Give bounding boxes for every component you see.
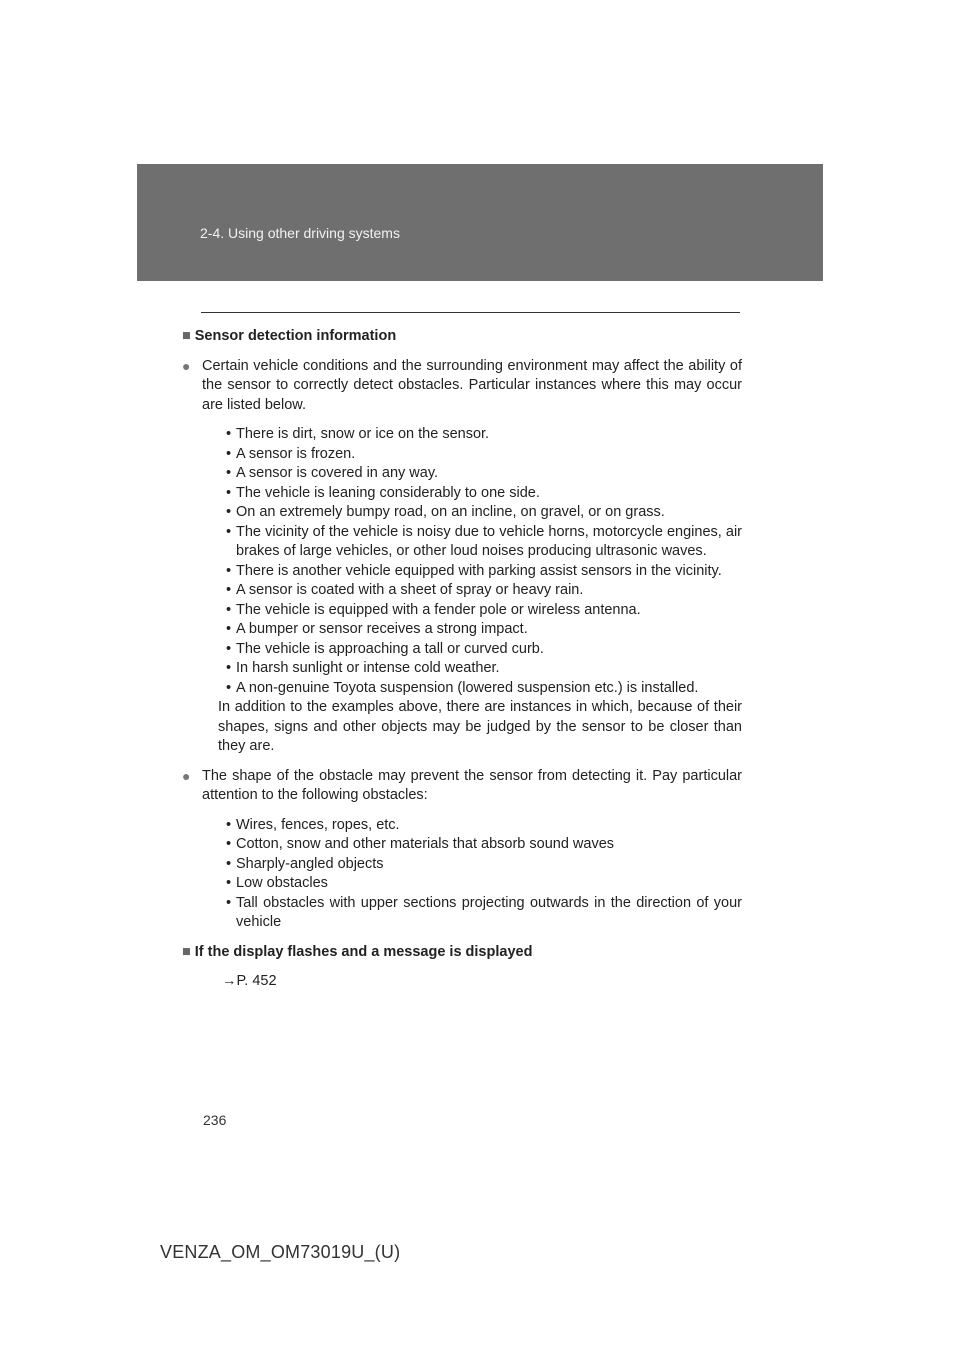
list-item: • A non-genuine Toyota suspension (lowered suspension etc.) is installed.	[226, 679, 699, 696]
section-heading-display-flashes: ■ If the display flashes and a message is displayed	[182, 943, 533, 960]
followup-paragraph: In addition to the examples above, there are instances in which, because of their shapes, signs and other objects may be judged by the sensor to be closer than they are.	[218, 699, 742, 754]
square-bullet-icon: ■	[182, 943, 191, 960]
circle-bullet-icon: ●	[182, 767, 191, 784]
info-item-environment: ● Certain vehicle conditions and the surrounding environment may affect the ability of the sensor to correctly detect obstacles. Particular instances where this may occur are listed below.	[182, 357, 742, 413]
list-item: • Low obstacles	[226, 875, 328, 891]
list-item: • The vehicle is approaching a tall or curved curb.	[226, 640, 544, 657]
circle-bullet-icon: ●	[182, 357, 191, 374]
info-item-obstacle-shape: ● The shape of the obstacle may prevent the sensor from detecting it. Pay particular attention to the following obstacles:	[182, 767, 742, 803]
section-heading-sensor-detection: ■ Sensor detection information	[182, 328, 397, 344]
list-item: • The vehicle is equipped with a fender pole or wireless antenna.	[226, 601, 641, 618]
list-item: • A bumper or sensor receives a strong impact.	[226, 621, 528, 637]
list-item: • In harsh sunlight or intense cold weather.	[226, 660, 500, 676]
list-item: • Wires, fences, ropes, etc.	[226, 816, 400, 833]
page-number: 236	[203, 1112, 227, 1128]
list-item: • The vehicle is leaning considerably to one side.	[226, 484, 540, 501]
chapter-header-bar	[137, 164, 823, 281]
condition-list	[220, 425, 742, 698]
chapter-section-title: 2-4. Using other driving systems	[200, 225, 400, 241]
page-content	[182, 327, 742, 992]
list-item: • There is dirt, snow or ice on the sensor.	[226, 426, 490, 442]
list-item: • A sensor is frozen.	[226, 445, 356, 462]
page-reference-link[interactable]: →P. 452	[222, 973, 277, 989]
list-item: • There is another vehicle equipped with parking assist sensors in the vicinity.	[226, 562, 722, 579]
section-divider	[201, 312, 740, 313]
list-item: • On an extremely bumpy road, on an incline, on gravel, or on grass.	[226, 504, 665, 520]
list-item: • Cotton, snow and other materials that absorb sound waves	[226, 836, 615, 852]
square-bullet-icon: ■	[182, 328, 191, 344]
document-code: VENZA_OM_OM73019U_(U)	[160, 1242, 401, 1262]
list-item: • A sensor is coated with a sheet of spray or heavy rain.	[226, 582, 584, 598]
obstacle-list	[220, 816, 742, 933]
list-item: • Tall obstacles with upper sections projecting outwards in the direction of your vehicle	[226, 894, 742, 930]
list-item: • The vicinity of the vehicle is noisy due to vehicle horns, motorcycle engines, air brakes of large vehicles, or other loud noises producing ultrasonic waves.	[226, 523, 742, 559]
list-item: • A sensor is covered in any way.	[226, 465, 439, 481]
list-item: • Sharply-angled objects	[226, 855, 384, 872]
